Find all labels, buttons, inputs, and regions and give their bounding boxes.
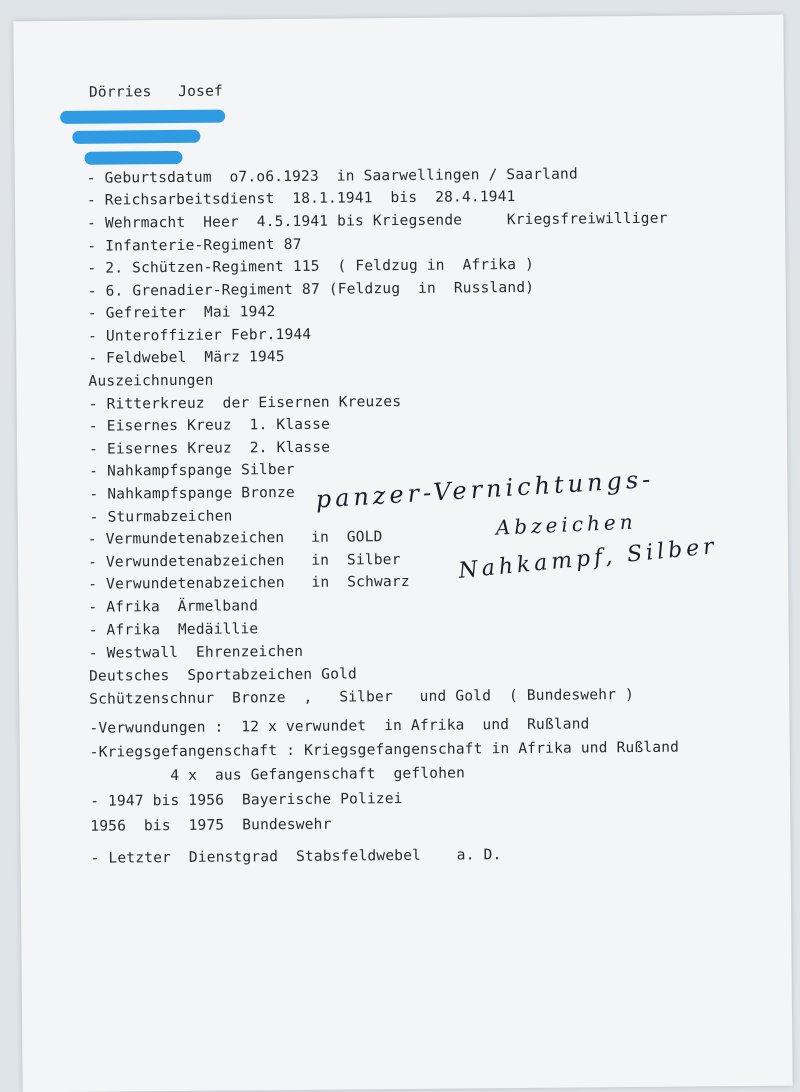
text-line: - Afrika Ärmelband — [88, 598, 259, 616]
text-line: - Vermundetenabzeichen in GOLD — [87, 529, 383, 548]
text-line: -Kriegsgefangenschaft : Kriegsgefangenschaft in Afrika und Rußland — [89, 739, 680, 761]
text-line: - Nahkampfspange Bronze — [89, 484, 295, 503]
text-line: - 2. Schützen-Regiment 115 ( Feldzug in Afrika ) — [87, 256, 535, 277]
text-line: - Sturmabzeichen — [89, 508, 233, 526]
text-line: - Eisernes Kreuz 2. Klasse — [89, 439, 331, 458]
section-heading: Auszeichnungen — [88, 372, 214, 390]
text-line: - 6. Grenadier-Regiment 87 (Feldzug in Russland) — [87, 279, 535, 300]
text-line: - Westwall Ehrenzeichen — [88, 643, 304, 662]
document-sheet — [13, 15, 792, 1092]
name-line: Dörries Josef — [88, 83, 223, 101]
redaction-mark — [60, 110, 225, 124]
handwritten-note: Nahkampf, Silber — [457, 533, 719, 584]
handwritten-note: Abzeichen — [495, 509, 638, 540]
redaction-mark — [72, 130, 200, 144]
text-line: -Verwundungen : 12 x verwundet in Afrika und Rußland — [89, 716, 590, 737]
text-line: - Afrika Medäillie — [88, 621, 259, 639]
text-line: - Gefreiter Mai 1942 — [87, 304, 276, 322]
text-line: - Letzter Dienstgrad Stabsfeldwebel a. D. — [90, 847, 502, 867]
text-line: 4 x aus Gefangenschaft geflohen — [89, 765, 466, 785]
text-line: - Unteroffizier Febr.1944 — [88, 326, 312, 345]
text-line: - Reichsarbeitsdienst 18.1.1941 bis 28.4.1941 — [86, 189, 516, 209]
redaction-mark — [84, 151, 182, 165]
text-line: Schützenschnur Bronze , Silber und Gold ( Bundeswehr ) — [89, 686, 635, 708]
text-line: - Ritterkreuz der Eisernen Kreuzes — [88, 394, 402, 413]
text-line: - 1947 bis 1956 Bayerische Polizei — [90, 791, 403, 810]
text-line: - Wehrmacht Heer 4.5.1941 bis Kriegsende Kriegsfreiwilliger — [87, 210, 668, 232]
text-line: - Verwundetenabzeichen in Schwarz — [88, 573, 410, 593]
text-line: - Verwundetenabzeichen in Silber — [87, 552, 401, 571]
handwritten-note: panzer-Vernichtungs- — [314, 464, 655, 514]
text-line: - Infanterie-Regiment 87 — [87, 236, 302, 255]
text-line: Deutsches Sportabzeichen Gold — [88, 666, 358, 685]
text-line: - Nahkampfspange Silber — [89, 461, 295, 480]
text-line: 1956 bis 1975 Bundeswehr — [90, 816, 332, 835]
text-line: - Geburtsdatum o7.o6.1923 in Saarwellingen / Saarland — [86, 166, 578, 187]
text-line: - Eisernes Kreuz 1. Klasse — [88, 416, 331, 435]
text-line: - Feldwebel März 1945 — [88, 349, 285, 367]
